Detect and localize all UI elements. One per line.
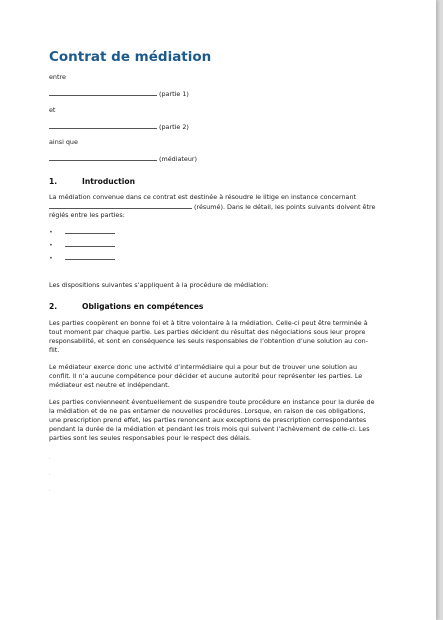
para1-line1: Les parties coopèrent en bonne foi et à titre volontaire à la médiation. Celle-ci peut être terminée à [49, 319, 368, 327]
bullet-blank-1[interactable] [65, 227, 115, 234]
bullet-item-2 [49, 240, 115, 250]
para3-line5: parties sont les seules responsables pour le respect des délais. [49, 434, 251, 442]
mediateur-label: (médiateur) [159, 155, 198, 163]
trailing-mark-1: . [49, 455, 51, 461]
para2-line2: conflit. Il n’a aucune compétence pour décider et aucune autorité pour représenter les parties. Le [49, 372, 363, 380]
section2-heading [49, 302, 203, 312]
para1-line4: flit. [49, 346, 60, 354]
trailing-mark-2: . [49, 471, 51, 477]
bullet-dot: • [49, 254, 53, 262]
partie2-blank[interactable] [49, 122, 157, 129]
section1-title: Introduction [82, 177, 136, 186]
partie1-blank[interactable] [49, 89, 157, 96]
section1-heading [49, 177, 135, 187]
resume-blank[interactable] [49, 202, 192, 209]
document-title: Contrat de médiation [49, 49, 212, 65]
intro-entre: entre [49, 73, 66, 81]
trailing-mark-3: . [49, 487, 51, 493]
intro-ainsi-que: ainsi que [49, 138, 78, 146]
para3-line4: pendant la durée de la médiation et pendant les trois mois qui suivent l’achèvement de celle-ci. Les [49, 425, 370, 433]
para1-line2: tout moment par chaque partie. Les parties décident du résultat des négociations sous leur propre [49, 328, 366, 336]
bullet-dot: • [49, 228, 53, 236]
mediateur-blank[interactable] [49, 154, 157, 161]
section1-closing: Les dispositions suivantes s’appliquent à la procédure de médiation: [49, 281, 269, 289]
intro-et: et [49, 106, 56, 114]
para2-line3: médiateur est neutre et indépendant. [49, 381, 170, 389]
para3-line3: une prescription prend effet, les parties renoncent aux exceptions de prescription correspondantes [49, 416, 367, 424]
bullet-blank-2[interactable] [65, 240, 115, 247]
intro-mediateur-line [49, 154, 197, 164]
partie1-label: (partie 1) [159, 90, 189, 98]
para3-line1: Les parties convienneent éventuellement de suspendre toute procédure en instance pour la durée de [49, 398, 375, 406]
partie2-label: (partie 2) [159, 123, 189, 131]
bullet-item-3 [49, 253, 115, 263]
section1-line3: réglés entre les parties: [49, 211, 125, 219]
intro-partie1-line [49, 89, 189, 99]
section1-line2-text: (résumé). Dans le détail, les points suivants doivent être [194, 203, 376, 211]
intro-partie2-line [49, 122, 189, 132]
para3-line2: la médiation et de ne pas entamer de nouvelles procédures. Lorsque, en raison de ces obligations, [49, 407, 366, 415]
para1-line3: responsabilité, et sont en conséquence les seuls responsables de l’obtention d’une solution au con- [49, 337, 368, 345]
section1-number: 1. [49, 177, 58, 186]
bullet-item-1 [49, 227, 115, 237]
bullet-dot: • [49, 241, 53, 249]
section1-line1: La médiation convenue dans ce contrat est destinée à résoudre le litige en instance concernant [49, 193, 357, 201]
bullet-blank-3[interactable] [65, 253, 115, 260]
section2-title: Obligations en compétences [82, 302, 204, 311]
para2-line1: Le médiateur exerce donc une activité d’intermédiaire qui a pour but de trouver une solution au [49, 363, 358, 371]
section2-number: 2. [49, 302, 58, 311]
